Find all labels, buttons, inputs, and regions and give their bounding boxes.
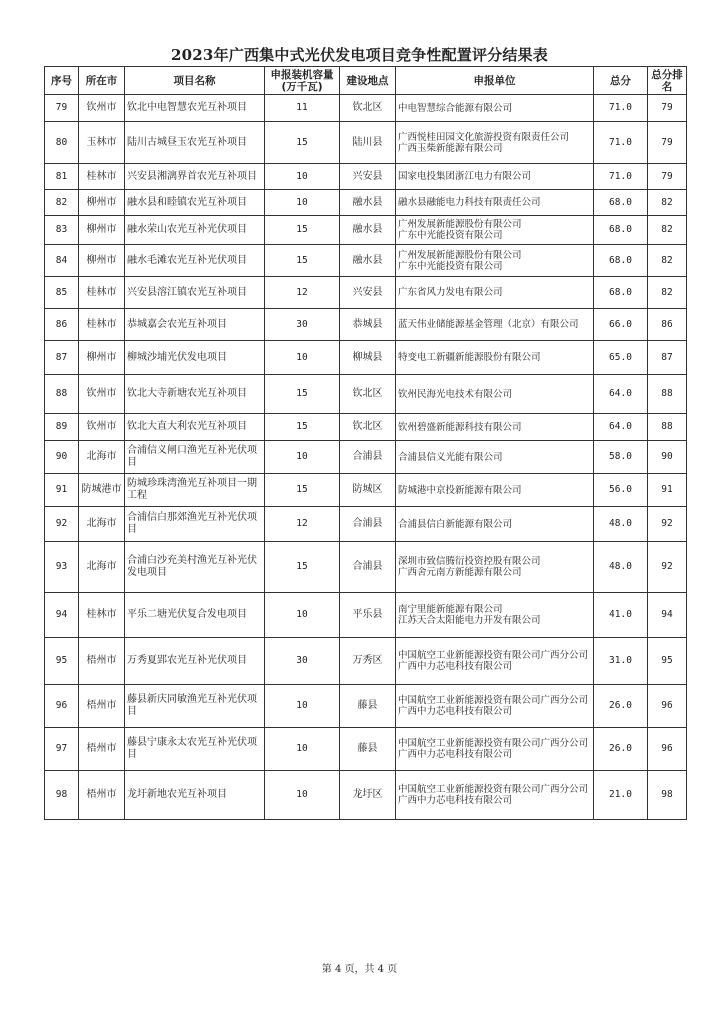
cell-rank: 79 [648, 122, 687, 164]
cell-score: 68.0 [594, 190, 648, 216]
cell-unit: 钦州碧盛新能源科技有限公司 [396, 414, 594, 441]
cell-rank: 82 [648, 277, 687, 309]
cell-location: 融水县 [340, 190, 396, 216]
cell-unit: 融水县融能电力科技有限责任公司 [396, 190, 594, 216]
cell-location: 合浦县 [340, 542, 396, 593]
header-city: 所在市 [79, 67, 125, 95]
cell-unit: 合浦县信白新能源有限公司 [396, 507, 594, 542]
cell-project: 融水毛滩农光互补光伏项目 [125, 245, 265, 277]
table-row [45, 122, 687, 164]
cell-score: 71.0 [594, 95, 648, 122]
cell-project: 龙圩新地农光互补项目 [125, 771, 265, 820]
cell-score: 68.0 [594, 277, 648, 309]
cell-location: 合浦县 [340, 507, 396, 542]
table-row [45, 245, 687, 277]
cell-city: 北海市 [79, 507, 125, 542]
cell-location: 合浦县 [340, 441, 396, 474]
cell-city: 钦州市 [79, 375, 125, 414]
cell-project: 藤县宁康永太农光互补光伏项目 [125, 728, 265, 771]
cell-score: 48.0 [594, 542, 648, 593]
table-row [45, 638, 687, 685]
cell-seq: 92 [45, 507, 79, 542]
cell-project: 恭城嘉会农光互补项目 [125, 309, 265, 341]
cell-unit: 深圳市致信腾衍投资控股有限公司 广西舍元南方新能源有限公司 [396, 542, 594, 593]
table-row [45, 277, 687, 309]
table-row [45, 441, 687, 474]
page-title: 2023年广西集中式光伏发电项目竞争性配置评分结果表 [171, 46, 548, 64]
cell-unit: 防城港中京投新能源有限公司 [396, 474, 594, 507]
table-row [45, 414, 687, 441]
cell-score: 64.0 [594, 375, 648, 414]
header-location: 建设地点 [340, 67, 396, 95]
cell-score: 48.0 [594, 507, 648, 542]
cell-rank: 96 [648, 728, 687, 771]
header-project: 项目名称 [125, 67, 265, 95]
cell-capacity: 30 [265, 638, 340, 685]
cell-capacity: 15 [265, 375, 340, 414]
cell-unit: 特变电工新疆新能源股份有限公司 [396, 341, 594, 375]
cell-project: 陆川古城昼玉农光互补项目 [125, 122, 265, 164]
cell-score: 68.0 [594, 216, 648, 245]
cell-city: 北海市 [79, 441, 125, 474]
cell-capacity: 15 [265, 474, 340, 507]
cell-location: 龙圩区 [340, 771, 396, 820]
cell-unit: 广西悦桂田园文化旅游投资有限责任公司 广西玉柴新能源有限公司 [396, 122, 594, 164]
cell-unit: 国家电投集团浙江电力有限公司 [396, 164, 594, 190]
cell-city: 梧州市 [79, 685, 125, 728]
cell-capacity: 10 [265, 441, 340, 474]
cell-seq: 93 [45, 542, 79, 593]
table-row [45, 593, 687, 638]
header-seq: 序号 [45, 67, 79, 95]
cell-seq: 91 [45, 474, 79, 507]
cell-seq: 97 [45, 728, 79, 771]
cell-seq: 80 [45, 122, 79, 164]
table-row [45, 164, 687, 190]
cell-rank: 98 [648, 771, 687, 820]
cell-seq: 79 [45, 95, 79, 122]
cell-seq: 89 [45, 414, 79, 441]
cell-rank: 91 [648, 474, 687, 507]
cell-rank: 86 [648, 309, 687, 341]
header-capacity: 申报装机容量(万千瓦) [265, 67, 340, 95]
cell-seq: 88 [45, 375, 79, 414]
cell-unit: 广州发展新能源股份有限公司 广东中光能投资有限公司 [396, 216, 594, 245]
cell-project: 平乐二塘光伏复合发电项目 [125, 593, 265, 638]
cell-project: 藤县新庆同敏渔光互补光伏项目 [125, 685, 265, 728]
cell-capacity: 15 [265, 245, 340, 277]
cell-seq: 96 [45, 685, 79, 728]
cell-unit: 中国航空工业新能源投资有限公司广西分公司 广西中力芯电科技有限公司 [396, 771, 594, 820]
cell-capacity: 10 [265, 593, 340, 638]
cell-rank: 92 [648, 542, 687, 593]
cell-score: 64.0 [594, 414, 648, 441]
cell-location: 防城区 [340, 474, 396, 507]
table-row [45, 685, 687, 728]
cell-location: 恭城县 [340, 309, 396, 341]
cell-seq: 87 [45, 341, 79, 375]
cell-location: 兴安县 [340, 277, 396, 309]
cell-score: 71.0 [594, 164, 648, 190]
cell-city: 柳州市 [79, 245, 125, 277]
cell-city: 梧州市 [79, 771, 125, 820]
cell-city: 桂林市 [79, 309, 125, 341]
cell-city: 北海市 [79, 542, 125, 593]
table-row [45, 375, 687, 414]
cell-city: 桂林市 [79, 164, 125, 190]
cell-seq: 85 [45, 277, 79, 309]
cell-unit: 广东省风力发电有限公司 [396, 277, 594, 309]
cell-project: 钦北中电智慧农光互补项目 [125, 95, 265, 122]
table-row [45, 474, 687, 507]
cell-project: 万秀夏郢农光互补光伏项目 [125, 638, 265, 685]
cell-city: 钦州市 [79, 95, 125, 122]
cell-location: 藤县 [340, 728, 396, 771]
cell-score: 26.0 [594, 685, 648, 728]
cell-location: 万秀区 [340, 638, 396, 685]
cell-rank: 88 [648, 375, 687, 414]
cell-capacity: 15 [265, 122, 340, 164]
header-score: 总分 [594, 67, 648, 95]
cell-score: 58.0 [594, 441, 648, 474]
cell-rank: 88 [648, 414, 687, 441]
header-rank: 总分排名 [648, 67, 687, 95]
cell-seq: 81 [45, 164, 79, 190]
cell-project: 钦北大直大利农光互补项目 [125, 414, 265, 441]
table-row [45, 216, 687, 245]
cell-capacity: 10 [265, 164, 340, 190]
cell-location: 陆川县 [340, 122, 396, 164]
cell-city: 梧州市 [79, 638, 125, 685]
cell-seq: 83 [45, 216, 79, 245]
cell-city: 桂林市 [79, 593, 125, 638]
cell-project: 柳城沙埔光伏发电项目 [125, 341, 265, 375]
cell-rank: 94 [648, 593, 687, 638]
header-row [45, 67, 687, 95]
cell-seq: 82 [45, 190, 79, 216]
cell-location: 柳城县 [340, 341, 396, 375]
cell-project: 合浦信白那郊渔光互补光伏项目 [125, 507, 265, 542]
cell-score: 68.0 [594, 245, 648, 277]
cell-rank: 82 [648, 245, 687, 277]
cell-location: 藤县 [340, 685, 396, 728]
cell-location: 兴安县 [340, 164, 396, 190]
cell-city: 桂林市 [79, 277, 125, 309]
cell-unit: 中国航空工业新能源投资有限公司广西分公司 广西中力芯电科技有限公司 [396, 638, 594, 685]
cell-rank: 87 [648, 341, 687, 375]
table-row [45, 190, 687, 216]
cell-location: 融水县 [340, 245, 396, 277]
cell-capacity: 12 [265, 507, 340, 542]
cell-location: 钦北区 [340, 414, 396, 441]
cell-capacity: 15 [265, 414, 340, 441]
cell-rank: 79 [648, 164, 687, 190]
cell-unit: 广州发展新能源股份有限公司 广东中光能投资有限公司 [396, 245, 594, 277]
cell-project: 合浦白沙充美村渔光互补光伏发电项目 [125, 542, 265, 593]
cell-capacity: 30 [265, 309, 340, 341]
cell-city: 玉林市 [79, 122, 125, 164]
cell-city: 柳州市 [79, 216, 125, 245]
cell-score: 66.0 [594, 309, 648, 341]
cell-unit: 合浦县信义光能有限公司 [396, 441, 594, 474]
cell-city: 柳州市 [79, 190, 125, 216]
table-row [45, 95, 687, 122]
cell-score: 71.0 [594, 122, 648, 164]
cell-score: 41.0 [594, 593, 648, 638]
cell-capacity: 10 [265, 728, 340, 771]
cell-location: 钦北区 [340, 375, 396, 414]
cell-unit: 中国航空工业新能源投资有限公司广西分公司 广西中力芯电科技有限公司 [396, 728, 594, 771]
cell-project: 合浦信义闸口渔光互补光伏项目 [125, 441, 265, 474]
cell-rank: 92 [648, 507, 687, 542]
cell-unit: 南宁里能新能源有限公司 江苏天合太阳能电力开发有限公司 [396, 593, 594, 638]
cell-location: 钦北区 [340, 95, 396, 122]
results-table [44, 66, 687, 820]
cell-rank: 79 [648, 95, 687, 122]
cell-capacity: 10 [265, 190, 340, 216]
cell-seq: 86 [45, 309, 79, 341]
cell-score: 65.0 [594, 341, 648, 375]
cell-project: 兴安县湘漓界首农光互补项目 [125, 164, 265, 190]
cell-city: 柳州市 [79, 341, 125, 375]
cell-capacity: 10 [265, 685, 340, 728]
cell-score: 56.0 [594, 474, 648, 507]
cell-project: 钦北大寺新塘农光互补项目 [125, 375, 265, 414]
cell-seq: 98 [45, 771, 79, 820]
cell-project: 兴安县溶江镇农光互补项目 [125, 277, 265, 309]
cell-city: 钦州市 [79, 414, 125, 441]
cell-seq: 90 [45, 441, 79, 474]
table-row [45, 728, 687, 771]
table-row [45, 542, 687, 593]
cell-project: 融水县和睦镇农光互补项目 [125, 190, 265, 216]
cell-rank: 82 [648, 190, 687, 216]
cell-seq: 95 [45, 638, 79, 685]
cell-rank: 90 [648, 441, 687, 474]
table-row [45, 771, 687, 820]
cell-seq: 84 [45, 245, 79, 277]
header-unit: 申报单位 [396, 67, 594, 95]
cell-capacity: 10 [265, 771, 340, 820]
cell-rank: 82 [648, 216, 687, 245]
cell-location: 平乐县 [340, 593, 396, 638]
cell-unit: 中电智慧综合能源有限公司 [396, 95, 594, 122]
cell-city: 防城港市 [79, 474, 125, 507]
page-footer: 第 4 页，共 4 页 [321, 964, 398, 975]
table-row [45, 341, 687, 375]
cell-unit: 钦州民海光电技术有限公司 [396, 375, 594, 414]
cell-project: 融水荣山农光互补光伏项目 [125, 216, 265, 245]
cell-score: 26.0 [594, 728, 648, 771]
table-row [45, 507, 687, 542]
cell-project: 防城珍珠湾渔光互补项目一期工程 [125, 474, 265, 507]
cell-capacity: 15 [265, 542, 340, 593]
table-row [45, 309, 687, 341]
cell-seq: 94 [45, 593, 79, 638]
cell-unit: 蓝天伟业储能源基金管理（北京）有限公司 [396, 309, 594, 341]
cell-capacity: 11 [265, 95, 340, 122]
cell-score: 31.0 [594, 638, 648, 685]
cell-score: 21.0 [594, 771, 648, 820]
cell-unit: 中国航空工业新能源投资有限公司广西分公司 广西中力芯电科技有限公司 [396, 685, 594, 728]
cell-capacity: 12 [265, 277, 340, 309]
cell-capacity: 15 [265, 216, 340, 245]
cell-rank: 95 [648, 638, 687, 685]
cell-location: 融水县 [340, 216, 396, 245]
cell-rank: 96 [648, 685, 687, 728]
cell-capacity: 10 [265, 341, 340, 375]
cell-city: 梧州市 [79, 728, 125, 771]
